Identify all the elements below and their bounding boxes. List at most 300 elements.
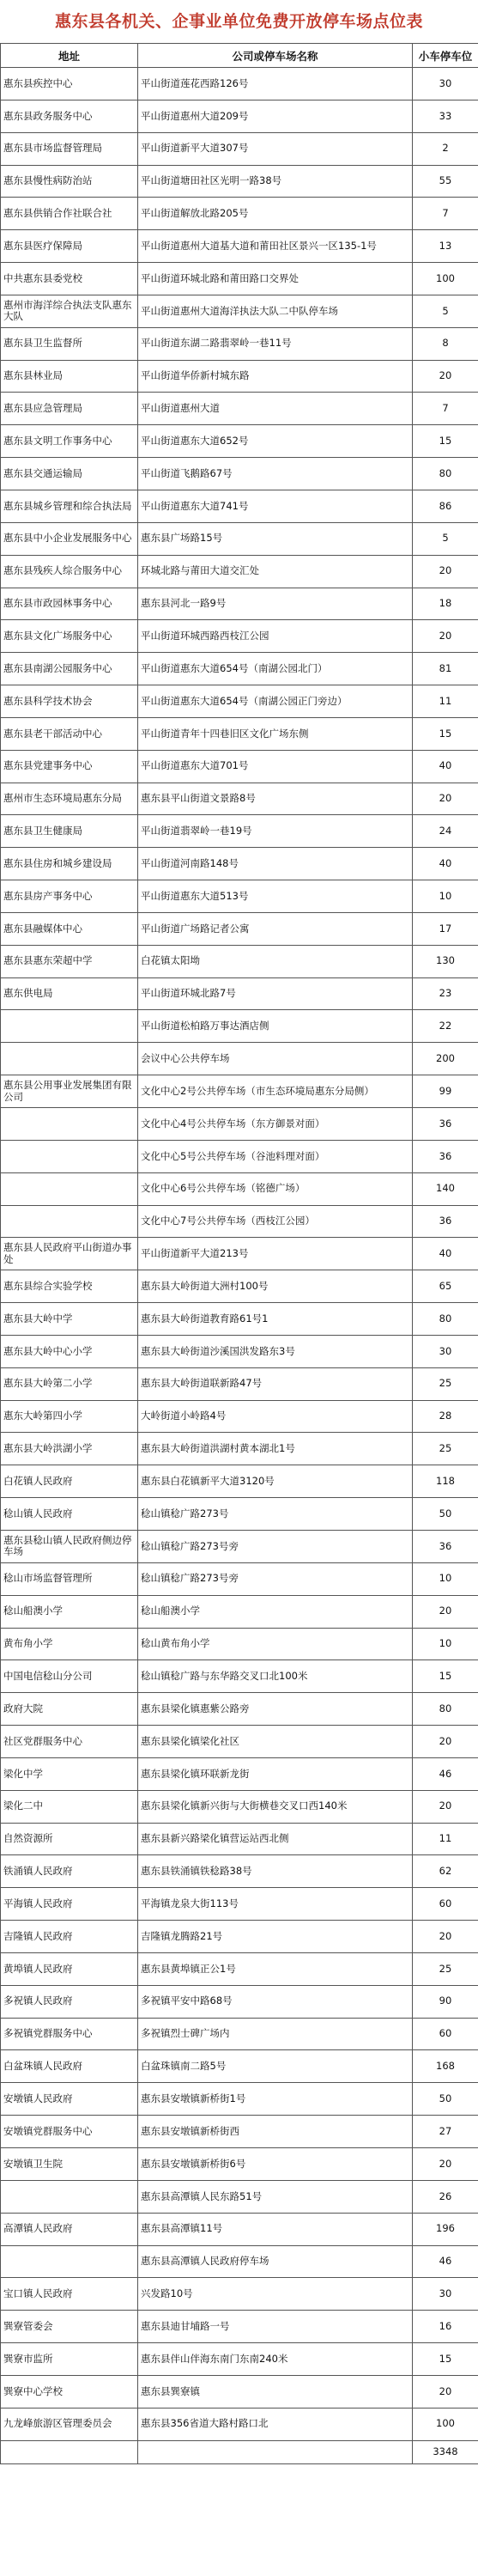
cell-count: 60 [413,2018,478,2050]
cell-count: 25 [413,1367,478,1400]
cell-address: 惠东县卫生监督所 [1,327,138,360]
cell-location: 平山街道环城北路和莆田路口交界处 [138,263,413,295]
cell-count: 46 [413,1757,478,1790]
table-row [1,750,478,783]
table-row [1,1498,478,1531]
cell-address: 惠东县大岭第二小学 [1,1367,138,1400]
table-row [1,1921,478,1953]
table-row [1,100,478,132]
cell-location: 平山街道惠州大道基大道和莆田社区景兴一区135-1号 [138,230,413,263]
table-row [1,2245,478,2278]
cell-address: 惠东县大岭洪湖小学 [1,1433,138,1465]
cell-location: 惠东县平山街道文景路8号 [138,783,413,815]
cell-address: 惠东县融媒体中心 [1,912,138,945]
cell-address: 惠东县文明工作事务中心 [1,425,138,458]
cell-location: 惠东县高潭镇人民政府停车场 [138,2245,413,2278]
cell-count: 118 [413,1465,478,1498]
header-address: 地址 [1,44,138,68]
cell-count: 80 [413,1693,478,1726]
cell-location: 稔山镇稔广路273号 [138,1498,413,1531]
cell-address: 惠东县住房和城乡建设局 [1,848,138,880]
cell-location: 惠东县白花镇新平大道3120号 [138,1465,413,1498]
table-row [1,1757,478,1790]
cell-address: 惠东县政务服务中心 [1,100,138,132]
table-row [1,2050,478,2083]
cell-address: 惠东县交通运输局 [1,458,138,490]
cell-location: 文化中心7号公共停车场（西枝江公园） [138,1205,413,1238]
cell-count: 15 [413,1660,478,1693]
cell-location: 平山街道环城西路西枝江公园 [138,620,413,653]
cell-address: 政府大院 [1,1693,138,1726]
cell-location: 惠东县梁化镇新兴街与大街横巷交叉口西140米 [138,1790,413,1823]
cell-count: 8 [413,327,478,360]
cell-count: 36 [413,1108,478,1141]
cell-count: 36 [413,1205,478,1238]
cell-location: 平山街道惠州大道209号 [138,100,413,132]
table-row [1,783,478,815]
cell-address: 黄埠镇人民政府 [1,1952,138,1985]
cell-address: 惠东县供销合作社联合社 [1,198,138,230]
table-row [1,653,478,685]
cell-location: 兴发路10号 [138,2278,413,2311]
cell-location: 平山街道华侨新村城东路 [138,360,413,393]
cell-count: 23 [413,977,478,1010]
table-row [1,2408,478,2440]
table-row [1,1400,478,1433]
cell-location: 惠东县大岭街道大洲村100号 [138,1270,413,1303]
table-row [1,165,478,198]
table-row [1,1010,478,1043]
cell-count: 46 [413,2245,478,2278]
cell-address: 惠东供电局 [1,977,138,1010]
cell-location: 惠东县新兴路梁化镇营运站西北侧 [138,1823,413,1855]
table-row [1,685,478,718]
table-row [1,1367,478,1400]
cell-count: 5 [413,295,478,327]
cell-count: 20 [413,2375,478,2408]
page-title: 惠东县各机关、企事业单位免费开放停车场点位表 [54,12,423,31]
cell-address: 安墩镇卫生院 [1,2148,138,2181]
cell-location: 文化中心6号公共停车场（铭德广场） [138,1172,413,1205]
cell-count: 100 [413,2408,478,2440]
table-row [1,1238,478,1270]
table-body [1,68,478,2441]
cell-location: 惠东县梁化镇梁化社区 [138,1726,413,1758]
table-row [1,1855,478,1888]
cell-address: 巽寮中心学校 [1,2375,138,2408]
total-location [138,2440,413,2463]
cell-count: 7 [413,198,478,230]
cell-count: 20 [413,2148,478,2181]
cell-location: 惠东县356省道大路村路口北 [138,2408,413,2440]
cell-count: 5 [413,522,478,555]
cell-count: 80 [413,458,478,490]
cell-count: 36 [413,1140,478,1172]
cell-location: 惠东县安墩镇新桥街西 [138,2116,413,2148]
cell-count: 100 [413,263,478,295]
table-row [1,1172,478,1205]
cell-address: 惠东县人民政府平山街道办事处 [1,1238,138,1270]
table-row [1,263,478,295]
cell-location: 惠东县大岭街道洪湖村黄本湖北1号 [138,1433,413,1465]
table-row [1,1562,478,1595]
table-row [1,230,478,263]
cell-count: 22 [413,1010,478,1043]
cell-count: 11 [413,685,478,718]
cell-address [1,1010,138,1043]
cell-address: 惠东县城乡管理和综合执法局 [1,490,138,522]
cell-count: 40 [413,750,478,783]
cell-count: 40 [413,1238,478,1270]
table-row [1,425,478,458]
cell-count: 130 [413,945,478,977]
cell-location: 平山街道翡翠岭一巷19号 [138,815,413,848]
cell-location: 平山街道惠东大道701号 [138,750,413,783]
table-row [1,1075,478,1108]
table-row [1,132,478,165]
cell-location: 稔山镇稔广路273号旁 [138,1562,413,1595]
cell-count: 10 [413,880,478,913]
cell-count: 60 [413,1888,478,1921]
cell-count: 10 [413,1628,478,1660]
table-row [1,1595,478,1628]
cell-address: 高潭镇人民政府 [1,2213,138,2245]
table-row [1,2018,478,2050]
cell-count: 25 [413,1433,478,1465]
table-row [1,1823,478,1855]
cell-address: 惠东县稔山镇人民政府侧边停车场 [1,1530,138,1562]
cell-count: 200 [413,1043,478,1075]
cell-count: 26 [413,2180,478,2213]
table-row [1,2343,478,2376]
cell-location: 多祝镇烈士碑广场内 [138,2018,413,2050]
table-row [1,815,478,848]
parking-table [0,43,478,2464]
table-row [1,1303,478,1336]
cell-count: 25 [413,1952,478,1985]
table-row [1,360,478,393]
cell-address: 惠东县房产事务中心 [1,880,138,913]
cell-location: 平山街道新平大道213号 [138,1238,413,1270]
table-row [1,1530,478,1562]
cell-address [1,2180,138,2213]
table-row [1,588,478,620]
table-row [1,717,478,750]
cell-count: 20 [413,783,478,815]
cell-location: 平山街道惠东大道513号 [138,880,413,913]
cell-location: 惠东县铁涌镇铁稔路38号 [138,1855,413,1888]
cell-count: 30 [413,2278,478,2311]
cell-location: 惠东县梁化镇环联新龙街 [138,1757,413,1790]
table-row [1,458,478,490]
cell-location: 惠东县大岭街道联新路47号 [138,1367,413,1400]
cell-location: 文化中心5号公共停车场（谷池料理对面） [138,1140,413,1172]
cell-count: 20 [413,620,478,653]
cell-count: 81 [413,653,478,685]
cell-count: 13 [413,230,478,263]
table-row [1,1660,478,1693]
cell-location: 平山街道惠东大道654号（南湖公园北门） [138,653,413,685]
cell-location: 白盆珠镇南二路5号 [138,2050,413,2083]
cell-location: 惠东县梁化镇惠紫公路旁 [138,1693,413,1726]
cell-address: 惠东县大岭中学 [1,1303,138,1336]
cell-count: 62 [413,1855,478,1888]
cell-location: 惠东县高潭镇人民东路51号 [138,2180,413,2213]
table-row [1,1790,478,1823]
cell-count: 20 [413,1921,478,1953]
cell-location: 惠东县大岭街道沙溪国洪发路东3号 [138,1335,413,1367]
cell-address: 惠东县林业局 [1,360,138,393]
cell-count: 99 [413,1075,478,1108]
table-row [1,912,478,945]
cell-location: 会议中心公共停车场 [138,1043,413,1075]
cell-count: 20 [413,555,478,588]
cell-address: 惠东县残疾人综合服务中心 [1,555,138,588]
cell-location: 稔山镇稔广路与东华路交叉口北100米 [138,1660,413,1693]
cell-count: 15 [413,2343,478,2376]
cell-address: 巽寮管委会 [1,2311,138,2343]
cell-address [1,1205,138,1238]
cell-location: 平山街道东湖二路翡翠岭一巷11号 [138,327,413,360]
table-row [1,977,478,1010]
cell-address: 安墩镇人民政府 [1,2083,138,2116]
cell-address [1,1043,138,1075]
cell-address: 梁化二中 [1,1790,138,1823]
cell-address: 惠州市海洋综合执法支队惠东大队 [1,295,138,327]
cell-address: 惠东县市场监督管理局 [1,132,138,165]
cell-count: 30 [413,68,478,100]
cell-address [1,1140,138,1172]
cell-count: 10 [413,1562,478,1595]
table-row [1,1043,478,1075]
total-count: 3348 [413,2440,478,2463]
cell-address: 惠东县卫生健康局 [1,815,138,848]
cell-location: 环城北路与莆田大道交汇处 [138,555,413,588]
cell-address: 稔山船澳小学 [1,1595,138,1628]
cell-count: 168 [413,2050,478,2083]
cell-location: 平山街道青年十四巷旧区文化广场东侧 [138,717,413,750]
cell-address: 惠东县中小企业发展服务中心 [1,522,138,555]
table-row [1,327,478,360]
cell-location: 平山街道解放北路205号 [138,198,413,230]
table-row [1,2148,478,2181]
table-row [1,1270,478,1303]
cell-location: 惠东县伴山伴海东南门东南240米 [138,2343,413,2376]
cell-address: 惠东县老干部活动中心 [1,717,138,750]
table-row [1,555,478,588]
cell-address: 梁化中学 [1,1757,138,1790]
table-row [1,848,478,880]
cell-address: 宝口镇人民政府 [1,2278,138,2311]
table-row [1,1465,478,1498]
cell-location: 惠东县迪甘埔路一号 [138,2311,413,2343]
cell-count: 80 [413,1303,478,1336]
table-row [1,945,478,977]
cell-address: 惠东县惠东荣超中学 [1,945,138,977]
table-row [1,1985,478,2018]
cell-address: 多祝镇党群服务中心 [1,2018,138,2050]
cell-location: 文化中心2号公共停车场（市生态环境局惠东分局侧） [138,1075,413,1108]
cell-address: 稔山镇人民政府 [1,1498,138,1531]
cell-address [1,2245,138,2278]
cell-count: 18 [413,588,478,620]
cell-location: 平山街道惠东大道654号（南湖公园正门旁边） [138,685,413,718]
cell-location: 大岭街道小岭路4号 [138,1400,413,1433]
cell-count: 15 [413,425,478,458]
cell-address: 惠东县综合实验学校 [1,1270,138,1303]
cell-count: 7 [413,393,478,425]
cell-address: 惠东大岭第四小学 [1,1400,138,1433]
cell-address: 惠州市生态环境局惠东分局 [1,783,138,815]
cell-count: 28 [413,1400,478,1433]
cell-count: 27 [413,2116,478,2148]
table-row [1,1726,478,1758]
table-row [1,1628,478,1660]
cell-address: 白花镇人民政府 [1,1465,138,1498]
cell-count: 20 [413,1790,478,1823]
cell-location: 平山街道飞鹅路67号 [138,458,413,490]
cell-location: 平山街道环城北路7号 [138,977,413,1010]
cell-address: 吉隆镇人民政府 [1,1921,138,1953]
cell-location: 惠东县高潭镇11号 [138,2213,413,2245]
table-row [1,393,478,425]
cell-address: 多祝镇人民政府 [1,1985,138,2018]
cell-location: 平山街道惠州大道海洋执法大队二中队停车场 [138,295,413,327]
table-row [1,2083,478,2116]
cell-location: 平山街道新平大道307号 [138,132,413,165]
cell-count: 15 [413,717,478,750]
table-row [1,1888,478,1921]
table-row [1,1205,478,1238]
cell-location: 平山街道莲花西路126号 [138,68,413,100]
cell-location: 惠东县安墩镇新桥街6号 [138,2148,413,2181]
cell-count: 11 [413,1823,478,1855]
cell-count: 33 [413,100,478,132]
cell-address: 平海镇人民政府 [1,1888,138,1921]
cell-location: 平山街道广场路记者公寓 [138,912,413,945]
table-row [1,1693,478,1726]
table-row [1,1433,478,1465]
cell-address: 巽寮市监所 [1,2343,138,2376]
table-row [1,2375,478,2408]
cell-address: 惠东县南湖公园服务中心 [1,653,138,685]
cell-address: 社区党群服务中心 [1,1726,138,1758]
table-row [1,2180,478,2213]
cell-location: 稔山镇稔广路273号旁 [138,1530,413,1562]
table-row [1,2278,478,2311]
cell-location: 稔山黄布角小学 [138,1628,413,1660]
cell-count: 20 [413,360,478,393]
cell-count: 50 [413,1498,478,1531]
cell-address: 惠东县大岭中心小学 [1,1335,138,1367]
table-row [1,1335,478,1367]
cell-location: 惠东县黄埠镇正公1号 [138,1952,413,1985]
cell-address: 惠东县市政园林事务中心 [1,588,138,620]
cell-location: 惠东县巽寮镇 [138,2375,413,2408]
table-row [1,1952,478,1985]
cell-count: 20 [413,1726,478,1758]
table-row [1,2311,478,2343]
cell-count: 20 [413,1595,478,1628]
cell-location: 多祝镇平安中路68号 [138,1985,413,2018]
cell-location: 平山街道惠东大道652号 [138,425,413,458]
cell-location: 吉隆镇龙腾路21号 [138,1921,413,1953]
table-row [1,490,478,522]
cell-address: 惠东县科学技术协会 [1,685,138,718]
cell-address [1,1108,138,1141]
cell-address: 惠东县公用事业发展集团有限公司 [1,1075,138,1108]
table-row [1,295,478,327]
table-row [1,2116,478,2148]
table-row [1,68,478,100]
cell-count: 2 [413,132,478,165]
cell-location: 惠东县安墩镇新桥街1号 [138,2083,413,2116]
cell-location: 平山街道塘田社区光明一路38号 [138,165,413,198]
table-row [1,1140,478,1172]
cell-count: 16 [413,2311,478,2343]
cell-location: 平海镇龙泉大街113号 [138,1888,413,1921]
cell-location: 平山街道惠东大道741号 [138,490,413,522]
table-row [1,522,478,555]
total-address [1,2440,138,2463]
cell-count: 196 [413,2213,478,2245]
total-row [1,2440,478,2463]
cell-location: 惠东县大岭街道教育路61号1 [138,1303,413,1336]
cell-address: 自然资源所 [1,1823,138,1855]
table-row [1,198,478,230]
cell-address: 惠东县慢性病防治站 [1,165,138,198]
cell-location: 惠东县广场路15号 [138,522,413,555]
cell-address: 惠东县医疗保障局 [1,230,138,263]
cell-count: 24 [413,815,478,848]
cell-location: 平山街道惠州大道 [138,393,413,425]
table-row [1,620,478,653]
cell-address: 中共惠东县委党校 [1,263,138,295]
cell-count: 50 [413,2083,478,2116]
cell-address: 惠东县应急管理局 [1,393,138,425]
cell-address [1,1172,138,1205]
header-location: 公司或停车场名称 [138,44,413,68]
cell-location: 文化中心4号公共停车场（东方御景对面） [138,1108,413,1141]
cell-location: 平山街道松柏路万事达酒店侧 [138,1010,413,1043]
header-count: 小车停车位 [413,44,478,68]
cell-address: 中国电信稔山分公司 [1,1660,138,1693]
cell-address: 惠东县文化广场服务中心 [1,620,138,653]
cell-location: 白花镇太阳坳 [138,945,413,977]
cell-count: 86 [413,490,478,522]
cell-count: 17 [413,912,478,945]
cell-count: 65 [413,1270,478,1303]
cell-address: 九龙峰旅游区管理委员会 [1,2408,138,2440]
cell-count: 36 [413,1530,478,1562]
cell-count: 140 [413,1172,478,1205]
cell-address: 惠东县疾控中心 [1,68,138,100]
cell-address: 安墩镇党群服务中心 [1,2116,138,2148]
cell-count: 30 [413,1335,478,1367]
cell-count: 40 [413,848,478,880]
cell-address: 铁涌镇人民政府 [1,1855,138,1888]
cell-address: 稔山市场监督管理所 [1,1562,138,1595]
cell-count: 55 [413,165,478,198]
cell-location: 惠东县河北一路9号 [138,588,413,620]
table-row [1,880,478,913]
cell-location: 稔山船澳小学 [138,1595,413,1628]
table-header-row [1,44,478,68]
cell-address: 黄布角小学 [1,1628,138,1660]
table-row [1,2213,478,2245]
cell-count: 90 [413,1985,478,2018]
cell-location: 平山街道河南路148号 [138,848,413,880]
